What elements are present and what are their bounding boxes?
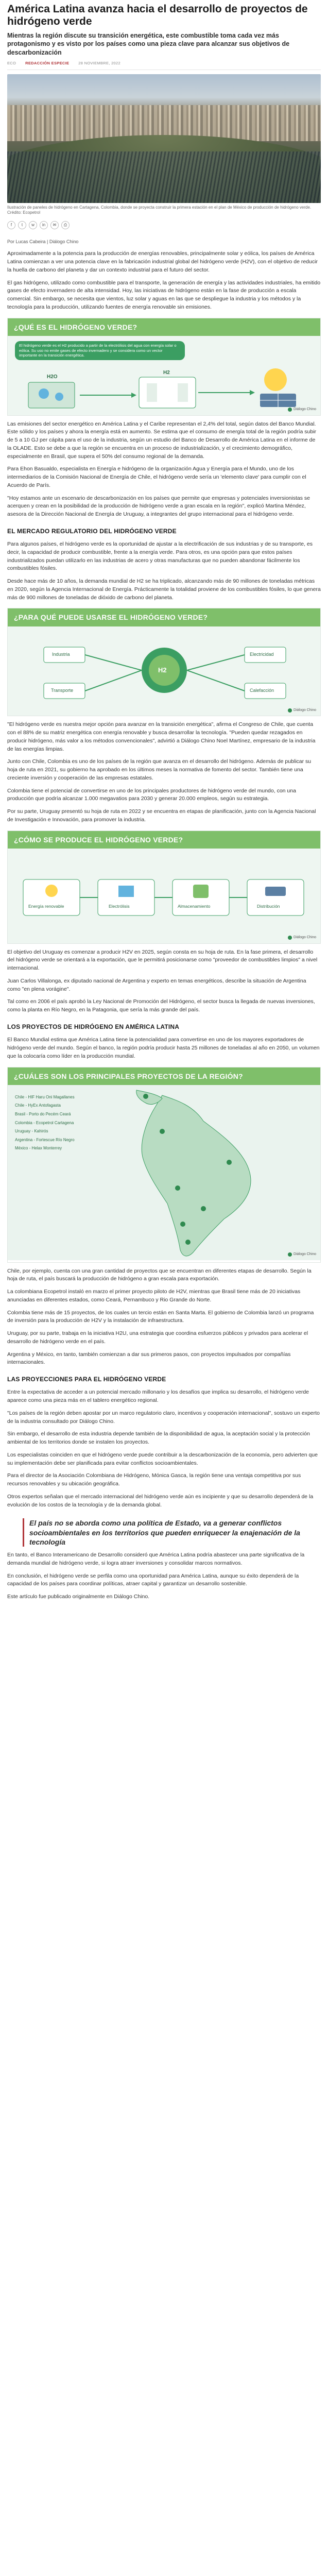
article-headline: América Latina avanza hacia el desarrollo de proyectos de hidrógeno verde <box>7 3 308 27</box>
project-item: Chile - HIF Haru Oni Magallanes <box>15 1094 75 1099</box>
paragraph: El gas hidrógeno, utilizado como combustible para el transporte, la generación de energía y las actividades industriales, ha emitido gases de efecto invernadero de alta intensidad. Hoy, las iniciativas de hidrógeno están en la fase de producción a escala comercial. Sin embargo, se necesita que vientos, luz solar y aguas en las que se despliegue la industria y los métodos y la tecnología para la producción, utilizando fuentes de energía renovable sin emisiones. <box>7 279 321 310</box>
author-tag[interactable]: REDACCIÓN ESPECIE <box>25 60 70 65</box>
body-block-9 <box>7 1388 321 1509</box>
paragraph: Tal como en 2006 el país aprobó la Ley Nacional de Promoción del Hidrógeno, el sector busca la llegada de nuevas inversiones, como la planta en Río Negro, en la Patagonia, que sería la más grande del país. <box>7 998 315 1013</box>
infographic-definition: El hidrógeno verde es el H2 producido a partir de la electrólisis del agua con energía solar o eólica. Su uso no emite gases de efecto invernadero y se considera como un vector importante en la transición energética. <box>15 341 185 360</box>
infographic-title: ¿QUÉ ES EL HIDRÓGENO VERDE? <box>8 318 320 336</box>
project-item: Brasil - Porto do Pecém Ceará <box>15 1112 71 1117</box>
paragraph: El Banco Mundial estima que América Latina tiene la potencialidad para convertirse en uno de los mayores exportadores de hidrógeno verde del mundo. Según el banco, la región podría producir hasta 25 millones de toneladas al año en 2050, un volumen que la colocaría como líder en la producción mundial. <box>7 1037 320 1059</box>
paragraph: En tanto, el Banco Interamericano de Desarrollo consideró que América Latina podría abastecer una parte significativa de la demanda mundial de hidrógeno verde, si logra atraer inversiones y consolidar marcos normativos. <box>7 1552 305 1566</box>
facebook-icon[interactable]: f <box>7 221 15 229</box>
paragraph: Entre la expectativa de acceder a un potencial mercado millonario y los desafíos que implica su desarrollo, el hidrógeno verde aparece como una pieza más en el tablero energético regional. <box>7 1389 309 1404</box>
infographic-body <box>8 1085 320 1260</box>
hero-image <box>7 74 321 203</box>
paragraph: "Los países de la región deben apostar por un marco regulatorio claro, incentivos y cooperación internacional", sostuvo un experto de la industria consultado por Diálogo Chino. <box>7 1410 320 1425</box>
infographic-how-produced <box>7 831 321 944</box>
source-logo-icon <box>288 936 292 940</box>
byline: Por Lucas Cabeira | Diálogo Chino <box>7 239 79 245</box>
paragraph: Sin embargo, el desarrollo de esta industria depende también de la disponibilidad de agua, la aceptación social y la protección ambiental de los territorios donde se instalen los proyectos. <box>7 1431 310 1446</box>
step-label: Electrólisis <box>109 903 130 909</box>
projects-legend <box>15 1094 118 1154</box>
project-item: Colombia - Ecopetrol Cartagena <box>15 1120 74 1125</box>
project-item: Chile - HyEx Antofagasta <box>15 1103 61 1108</box>
paragraph: La colombiana Ecopetrol instaló en marzo el primer proyecto piloto de H2V, mientras que Brasil tiene más de 20 iniciativas anunciadas en diferentes estados, como Ceará, Pernambuco y Rio Grande do Norte. <box>7 1289 301 1303</box>
whatsapp-icon[interactable]: w <box>29 221 37 229</box>
body-block-10 <box>7 1551 321 1612</box>
paragraph: Juan Carlos Villalonga, ex diputado nacional de Argentina y experto en temas energéticos, describe la situación de Argentina como "en plena vorágine". <box>7 977 306 992</box>
twitter-icon[interactable]: t <box>18 221 26 229</box>
use-label: Transporte <box>51 687 74 693</box>
paragraph: Para el director de la Asociación Colombiana de Hidrógeno, Mónica Gasca, la región tiene una ventaja competitiva por sus recursos renovables y su ubicación geográfica. <box>7 1472 301 1487</box>
infographic-title: ¿CUÁLES SON LOS PRINCIPALES PROYECTOS DE LA REGIÓN? <box>8 1067 320 1085</box>
section-title-regulatorio: EL MERCADO REGULATORIO DEL HIDRÓGENO VERDE <box>7 527 177 535</box>
infographic-what-is-h2v <box>7 318 321 416</box>
linkedin-icon[interactable]: in <box>40 221 48 229</box>
paragraph: "El hidrógeno verde es nuestra mejor opción para avanzar en la transición energética", afirma el Congreso de Chile, que cuenta con el 88% de su matriz energética con energía renovable y busca desarrollar la tecnología. "Pueden quedar rezagados en producir hidrógeno, más valor a los métodos convencionales", advirtió a Diálogo Chino Noel Martínez, empresario de la industria de las energías limpias. <box>7 721 316 752</box>
source-logo-icon <box>288 1252 292 1257</box>
publish-date: 28 NOVIEMBRE, 2022 <box>78 60 120 65</box>
paragraph: Argentina y México, en tanto, también comienzan a dar sus primeros pasos, con proyectos impulsados por compañías internacionales. <box>7 1351 291 1366</box>
source-logo-icon <box>288 708 292 713</box>
infographic-body <box>8 626 320 716</box>
use-label: Industria <box>52 651 70 657</box>
article-meta <box>7 61 321 70</box>
body-block-2 <box>7 420 321 519</box>
source-label: Diálogo Chino <box>294 935 316 939</box>
paragraph: Por su parte, Uruguay presentó su hoja de ruta en 2022 y se encuentra en etapas de planificación, junto con la Agencia Nacional de Investigación e Innovación, para promover la industria. <box>7 808 316 823</box>
body-block-1 <box>7 250 321 311</box>
infographic-source <box>288 407 316 412</box>
use-label: Calefacción <box>250 687 274 693</box>
article-standfirst: Mientras la región discute su transición energética, este combustible toma cada vez más protagonismo y es visto por los países como una pieza clave para alcanzar sus objetivos de descarbonización <box>7 32 290 56</box>
step-label: Distribución <box>257 903 280 909</box>
pull-quote: El país no se aborda como una política de Estado, va a generar conflictos socioambientales en los territorios que pueden enriquecer la enajenación de la tecnología <box>23 1518 305 1547</box>
hero-solar-panels <box>7 151 321 203</box>
body-block-6 <box>7 948 321 1014</box>
paragraph: Aproximadamente a la potencia para la producción de energías renovables, principalmente solar y eólica, los países de América Latina comienzan a ver una potencia clave en la fabricación industrial global del hidrógeno verde (H2V), con el objetivo de reducir la huella de carbono del planeta y dar un contexto industrial para el futuro del sector. <box>7 250 318 273</box>
source-label: Diálogo Chino <box>294 407 316 411</box>
paragraph: Los especialistas coinciden en que el hidrógeno verde puede contribuir a la descarbonización de la economía, pero advierten que su implementación debe ser planificada para evitar conflictos socioambientales. <box>7 1451 318 1466</box>
paragraph: Colombia tiene el potencial de convertirse en uno de los principales productores de hidrógeno verde del mundo, con una producción que podría alcanzar 1.000 megavatios para 2030 y generar 20.000 empleos, según su estrategia. <box>7 787 296 802</box>
use-label: Electricidad <box>250 651 274 657</box>
paragraph: Desde hace más de 10 años, la demanda mundial de H2 se ha triplicado, alcanzando más de 90 millones de toneladas métricas en 2020, según la Agencia Internacional de Energía. Prácticamente la totalidad proviene de los combustibles fósiles, lo que genera más de 900 millones de toneladas de dióxido de carbono del planeta. <box>7 578 321 601</box>
body-block-8 <box>7 1267 321 1367</box>
body-block-7 <box>7 1036 321 1060</box>
section-tag[interactable]: ECO <box>7 60 16 65</box>
paragraph: Chile, por ejemplo, cuenta con una gran cantidad de proyectos que se encuentran en diferentes etapas de desarrollo. Según la hoja de ruta, el país buscará la producción de hidrógeno a gran escala para exportación. <box>7 1267 312 1282</box>
paragraph: Para algunos países, el hidrógeno verde es la oportunidad de ajustar a la electrificación de sus industrias y de su transporte, es decir, la capacidad de producir combustible, frente a la energía verde. Para otros, es una opción para que estos países industrializados puedan utilizarlo en las industrias de acero y otras manufacturas que no pueden abandonar fácilmente los combustibles fósiles. <box>7 541 313 572</box>
source-label: Diálogo Chino <box>294 1252 316 1256</box>
paragraph: El objetivo del Uruguay es comenzar a producir H2V en 2025, según consta en su hoja de ruta. En la fase primera, el desarrollo del hidrógeno verde se orientará a la exportación, que le permitirá posicionarse como "proveedor de combustibles limpios" a nivel internacional. <box>7 948 318 972</box>
project-item: Argentina - Fortescue Río Negro <box>15 1137 75 1142</box>
h2-center-label: H2 <box>158 666 167 674</box>
body-block-5 <box>7 758 321 824</box>
infographic-title: ¿PARA QUÉ PUEDE USARSE EL HIDRÓGENO VERDE? <box>8 608 320 626</box>
paragraph: "Hoy estamos ante un escenario de descarbonización en los países que permite que empresas y potenciales inversionistas se acerquen y crean en la posibilidad de la producción de hidrógeno verde a gran escala en la región", explicó Martina Méndez, asesora de la Dirección Nacional de Energía de Uruguay, a integrantes del grupo internacional para el hidrógeno verde. <box>7 495 310 518</box>
infographic-illustration <box>8 849 321 943</box>
email-icon[interactable]: ✉ <box>50 221 59 229</box>
infographic-body <box>8 849 320 943</box>
source-logo-icon <box>288 408 292 412</box>
paragraph: En conclusión, el hidrógeno verde se perfila como una oportunidad para América Latina, aunque su éxito dependerá de la capacidad de los países para coordinar políticas, atraer capital y garantizar un desarrollo sostenible. <box>7 1572 299 1587</box>
step-label: Energía renovable <box>28 903 64 909</box>
hero-caption: Ilustración de paneles de hidrógeno en Cartagena, Colombia, donde se proyecta construir la primera estación en el plan de México de producción de hidrógeno verde. Crédito: Ecopetrol <box>7 205 312 215</box>
infographic-source <box>288 1252 316 1257</box>
h2o-label: H2O <box>47 374 58 380</box>
infographic-body <box>8 336 320 415</box>
paragraph: Colombia tiene más de 15 proyectos, de los cuales un tercio están en Santa Marta. El gobierno de Colombia lanzó un programa de inversión para la producción de H2V y la instalación de infraestructura. <box>7 1309 314 1324</box>
project-item: Uruguay - Kahirós <box>15 1129 48 1134</box>
paragraph: Las emisiones del sector energético en América Latina y el Caribe representan el 2,4% del total, según datos del Banco Mundial. Este sólido y los países y ahora la energía está en aumento. Se estima que el consumo de energía total de la región podría subir de 5 a 10 GJ per cápita para el uso de la industria, según un estudio del Banco de Desarrollo de América Latina en el informe de la OLADE. Esto se debe a que la región se encuentra en un proceso de industrialización, y el crecimiento demográfico, especialmente en Brasil, que supera el 50% del consumo regional de la demanda. <box>7 420 317 460</box>
infographic-source <box>288 708 316 713</box>
section-title-proyecciones: LAS PROYECCIONES PARA EL HIDRÓGENO VERDE <box>7 1376 166 1383</box>
body-block-3 <box>7 540 321 602</box>
step-label: Almacenamiento <box>178 903 211 909</box>
project-item: México - Helax Monterrey <box>15 1146 62 1151</box>
infographic-source <box>288 935 316 940</box>
h2-label: H2 <box>163 369 170 376</box>
paragraph: Junto con Chile, Colombia es uno de los países de la región que avanza en el desarrollo del hidrógeno. Además de publicar su hoja de ruta en 2021, su gobierno ha aprobado en los últimos meses la normativa de fomento del sector. También tiene una creciente inversión y cooperación de las empresas estatales. <box>7 758 312 781</box>
paragraph: Otros expertos señalan que el mercado internacional del hidrógeno verde aún es incipiente y que su desarrollo dependerá de la evolución de los costos de la tecnología y de la demanda global. <box>7 1493 314 1508</box>
body-block-4 <box>7 721 321 753</box>
infographic-uses <box>7 608 321 716</box>
source-label: Diálogo Chino <box>294 708 316 712</box>
share-row <box>7 221 321 229</box>
paragraph: Uruguay, por su parte, trabaja en la iniciativa H2U, una estrategia que coordina esfuerzos públicos y privados para acelerar el desarrollo de hidrógeno verde en el país. <box>7 1330 308 1345</box>
paragraph: Para Ehon Basualdo, especialista en Energía e hidrógeno de la organización Agua y Energía para el Mundo, uno de los intermediarios de la Comisión Nacional de Energía de Chile, el hidrógeno verde sería un 'elemento clave' para cumplir con el Acuerdo de París. <box>7 466 306 488</box>
paragraph: Este artículo fue publicado originalmente en Diálogo Chino. <box>7 1594 150 1600</box>
print-icon[interactable]: ⎙ <box>61 221 70 229</box>
infographic-title: ¿CÓMO SE PRODUCE EL HIDRÓGENO VERDE? <box>8 831 320 849</box>
section-title-proyectos: LOS PROYECTOS DE HIDRÓGENO EN AMÉRICA LATINA <box>7 1023 180 1030</box>
infographic-projects-map <box>7 1067 321 1263</box>
